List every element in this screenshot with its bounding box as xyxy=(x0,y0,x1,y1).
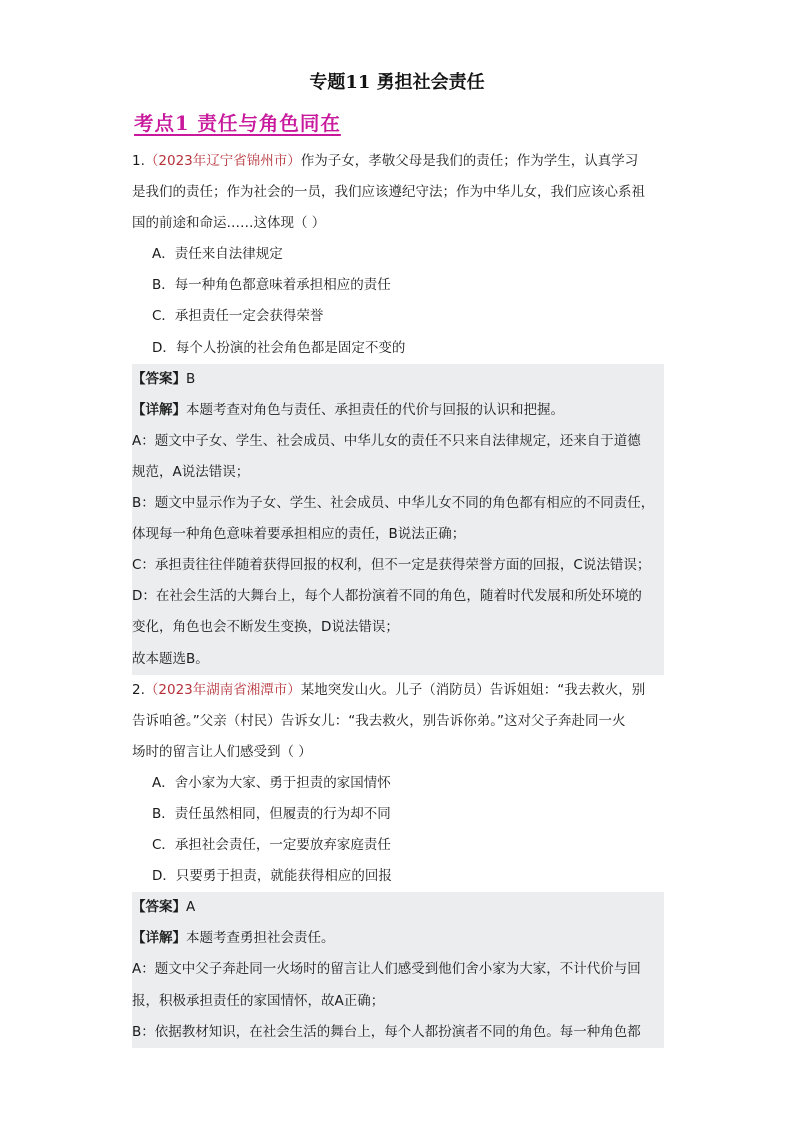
q2-answer xyxy=(132,892,664,923)
q2-source: 2023年湖南省湘潭市 xyxy=(158,681,288,698)
content-body xyxy=(132,146,664,1048)
q1-source-close: ） xyxy=(287,153,301,169)
q1-detail-line: 变化，角色也会不断发生变换，D说法错误； xyxy=(132,612,664,643)
q1-answer xyxy=(132,364,664,395)
q1-number: 1. xyxy=(132,153,145,169)
q1-answer-label: 【答案】 xyxy=(132,370,186,387)
q2-option-a: A．舍小家为大家、勇于担责的家国情怀 xyxy=(152,774,391,791)
q2-stem-line: 场时的留言让人们感受到（ ） xyxy=(132,743,312,760)
q2-detail-intro: 本题考查勇担社会责任。 xyxy=(186,930,335,947)
q2-stem-line xyxy=(132,675,664,706)
q1-detail-line: 规范，A说法错误； xyxy=(132,457,664,488)
q2-answer-value: A xyxy=(186,899,196,916)
q1-stem-line: 国的前途和命运……这体现（ ） xyxy=(132,215,326,232)
q2-answer-label: 【答案】 xyxy=(132,899,186,916)
q1-detail-intro: 本题考查对角色与责任、承担责任的代价与回报的认识和把握。 xyxy=(186,401,564,418)
q1-detail-line: A：题文中子女、学生、社会成员、中华儿女的责任不只来自法律规定，还来自于道德 xyxy=(132,426,664,457)
q2-detail-line: 报，积极承担责任的家国情怀，故A正确； xyxy=(132,986,664,1017)
q2-stem-line: 告诉咱爸。”父亲（村民）告诉女儿：“我去救火，别告诉你弟。”这对父子奔赴同一火 xyxy=(132,712,626,729)
q2-stem-text: 某地突发山火。儿子（消防员）告诉姐姐：“我去救火，别 xyxy=(300,681,646,698)
q1-detail xyxy=(132,395,664,426)
q2-option-b: B．责任虽然相同，但履责的行为却不同 xyxy=(152,805,391,822)
q1-detail-label: 【详解】 xyxy=(132,401,186,418)
q1-option-d: D．每个人扮演的社会角色都是固定不变的 xyxy=(152,339,406,356)
q1-detail-line: 故本题选B。 xyxy=(132,644,664,675)
q1-detail-line: 体现每一种角色意味着要承担相应的责任，B说法正确； xyxy=(132,519,664,550)
q1-option-a: A．责任来自法律规定 xyxy=(152,246,283,263)
q1-source: 2023年辽宁省锦州市 xyxy=(158,153,288,169)
page-title: 专题11 勇担社会责任 xyxy=(309,72,485,93)
q1-stem-line: 是我们的责任；作为社会的一员，我们应该遵纪守法；作为中华儿女，我们应该心系祖 xyxy=(132,184,645,201)
section-heading: 考点1 责任与角色同在 xyxy=(134,112,341,135)
q1-source-open: （ xyxy=(144,153,159,169)
q2-option-c: C．承担社会责任，一定要放弃家庭责任 xyxy=(152,837,391,854)
q2-source-open: （ xyxy=(144,681,159,698)
q2-source-close: ） xyxy=(287,681,301,698)
q1-answer-value: B xyxy=(186,370,196,387)
q1-detail-line: C：承担责往往伴随着获得回报的权利，但不一定是获得荣誉方面的回报，C说法错误； xyxy=(132,550,664,581)
q2-detail xyxy=(132,923,664,954)
q2-option-d: D．只要勇于担责，就能获得相应的回报 xyxy=(152,868,392,885)
q2-detail-label: 【详解】 xyxy=(132,930,186,947)
q2-detail-line: A：题文中父子奔赴同一火场时的留言让人们感受到他们舍小家为大家，不计代价与回 xyxy=(132,954,664,985)
q1-detail-line: B：题文中显示作为子女、学生、社会成员、中华儿女不同的角色都有相应的不同责任， xyxy=(132,488,664,519)
q1-detail-line: D：在社会生活的大舞台上，每个人都扮演着不同的角色，随着时代发展和所处环境的 xyxy=(132,581,664,612)
q1-option-c: C．承担责任一定会获得荣誉 xyxy=(152,308,324,325)
q2-number: 2. xyxy=(132,681,145,698)
q1-stem-line xyxy=(132,146,664,177)
q1-stem-text: 作为子女，孝敬父母是我们的责任；作为学生，认真学习 xyxy=(300,153,639,169)
q2-detail-line: B：依据教材知识，在社会生活的舞台上，每个人都扮演者不同的角色。每一种角色都 xyxy=(132,1017,664,1048)
q1-option-b: B．每一种角色都意味着承担相应的责任 xyxy=(152,277,391,294)
